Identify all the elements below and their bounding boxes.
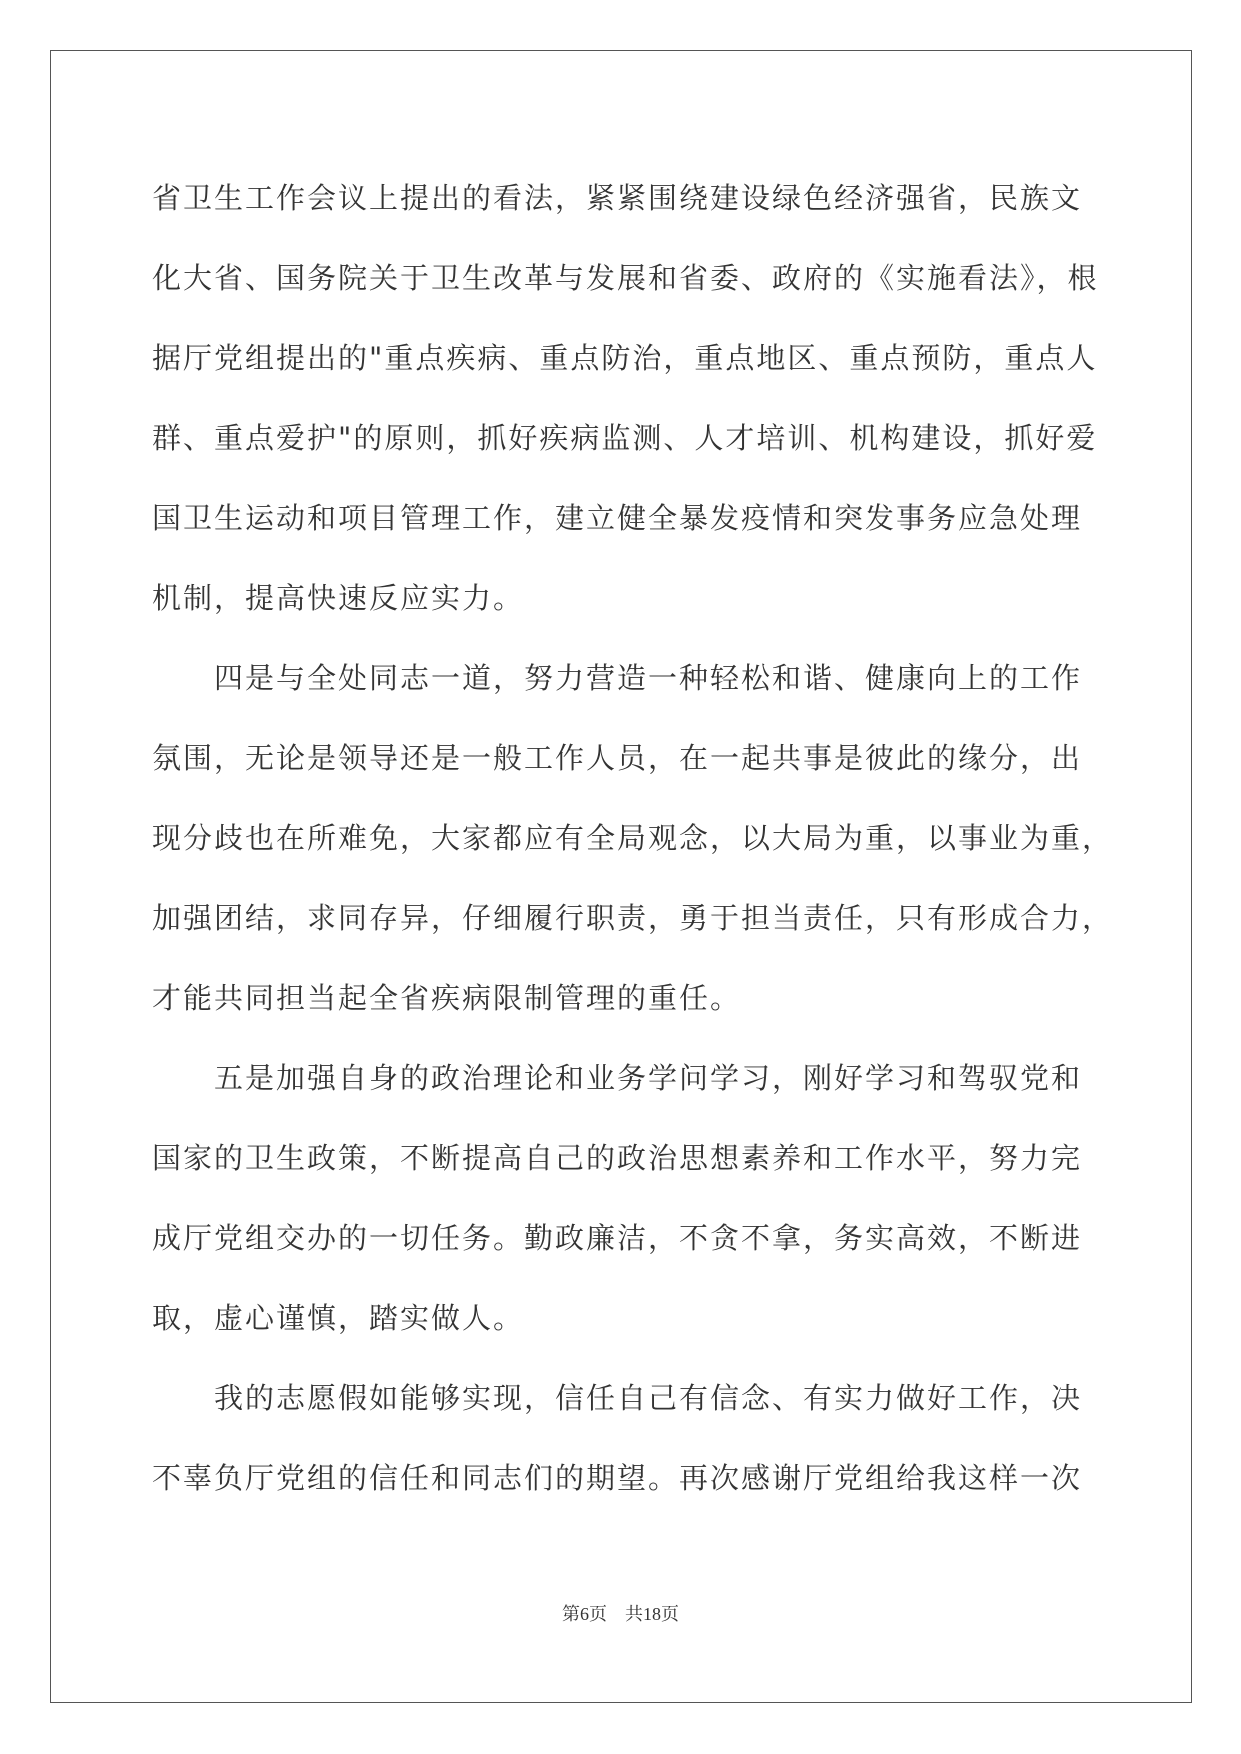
text-line: 不辜负厅党组的信任和同志们的期望。再次感谢厅党组给我这样一次 (152, 1461, 1083, 1495)
document-body (152, 158, 1114, 1518)
text-line: 国卫生运动和项目管理工作，建立健全暴发疫情和突发事务应急处理 (152, 501, 1083, 535)
text-line: 群、重点爱护"的原则，抓好疾病监测、人才培训、机构建设，抓好爱 (152, 421, 1098, 455)
text-line: 成厅党组交办的一切任务。勤政廉洁，不贪不拿，务实高效，不断进 (152, 1221, 1083, 1255)
page-total: 共18页 (625, 1604, 679, 1624)
page-footer (0, 1600, 1241, 1626)
text-line: 据厅党组提出的"重点疾病、重点防治，重点地区、重点预防，重点人 (152, 341, 1098, 375)
text-line: 才能共同担当起全省疾病限制管理的重任。 (152, 981, 742, 1015)
paragraph-start-line: 四是与全处同志一道，努力营造一种轻松和谐、健康向上的工作 (214, 661, 1083, 695)
text-line: 机制，提高快速反应实力。 (152, 581, 525, 615)
text-line: 氛围，无论是领导还是一般工作人员，在一起共事是彼此的缘分，出 (152, 741, 1083, 775)
paragraph-start-line: 我的志愿假如能够实现，信任自己有信念、有实力做好工作，决 (214, 1381, 1083, 1415)
text-line: 取，虚心谨慎，踏实做人。 (152, 1301, 525, 1335)
text-line: 省卫生工作会议上提出的看法，紧紧围绕建设绿色经济强省，民族文 (152, 181, 1083, 215)
text-line: 加强团结，求同存异，仔细履行职责，勇于担当责任，只有形成合力， (152, 901, 1114, 935)
text-line: 化大省、国务院关于卫生改革与发展和省委、政府的《实施看法》，根 (152, 261, 1099, 295)
paragraph-start-line: 五是加强自身的政治理论和业务学问学习，刚好学习和驾驭党和 (214, 1061, 1083, 1095)
page-number: 第6页 (562, 1604, 607, 1624)
text-line: 现分歧也在所难免，大家都应有全局观念，以大局为重，以事业为重， (152, 821, 1114, 855)
text-line: 国家的卫生政策，不断提高自己的政治思想素养和工作水平，努力完 (152, 1141, 1083, 1175)
